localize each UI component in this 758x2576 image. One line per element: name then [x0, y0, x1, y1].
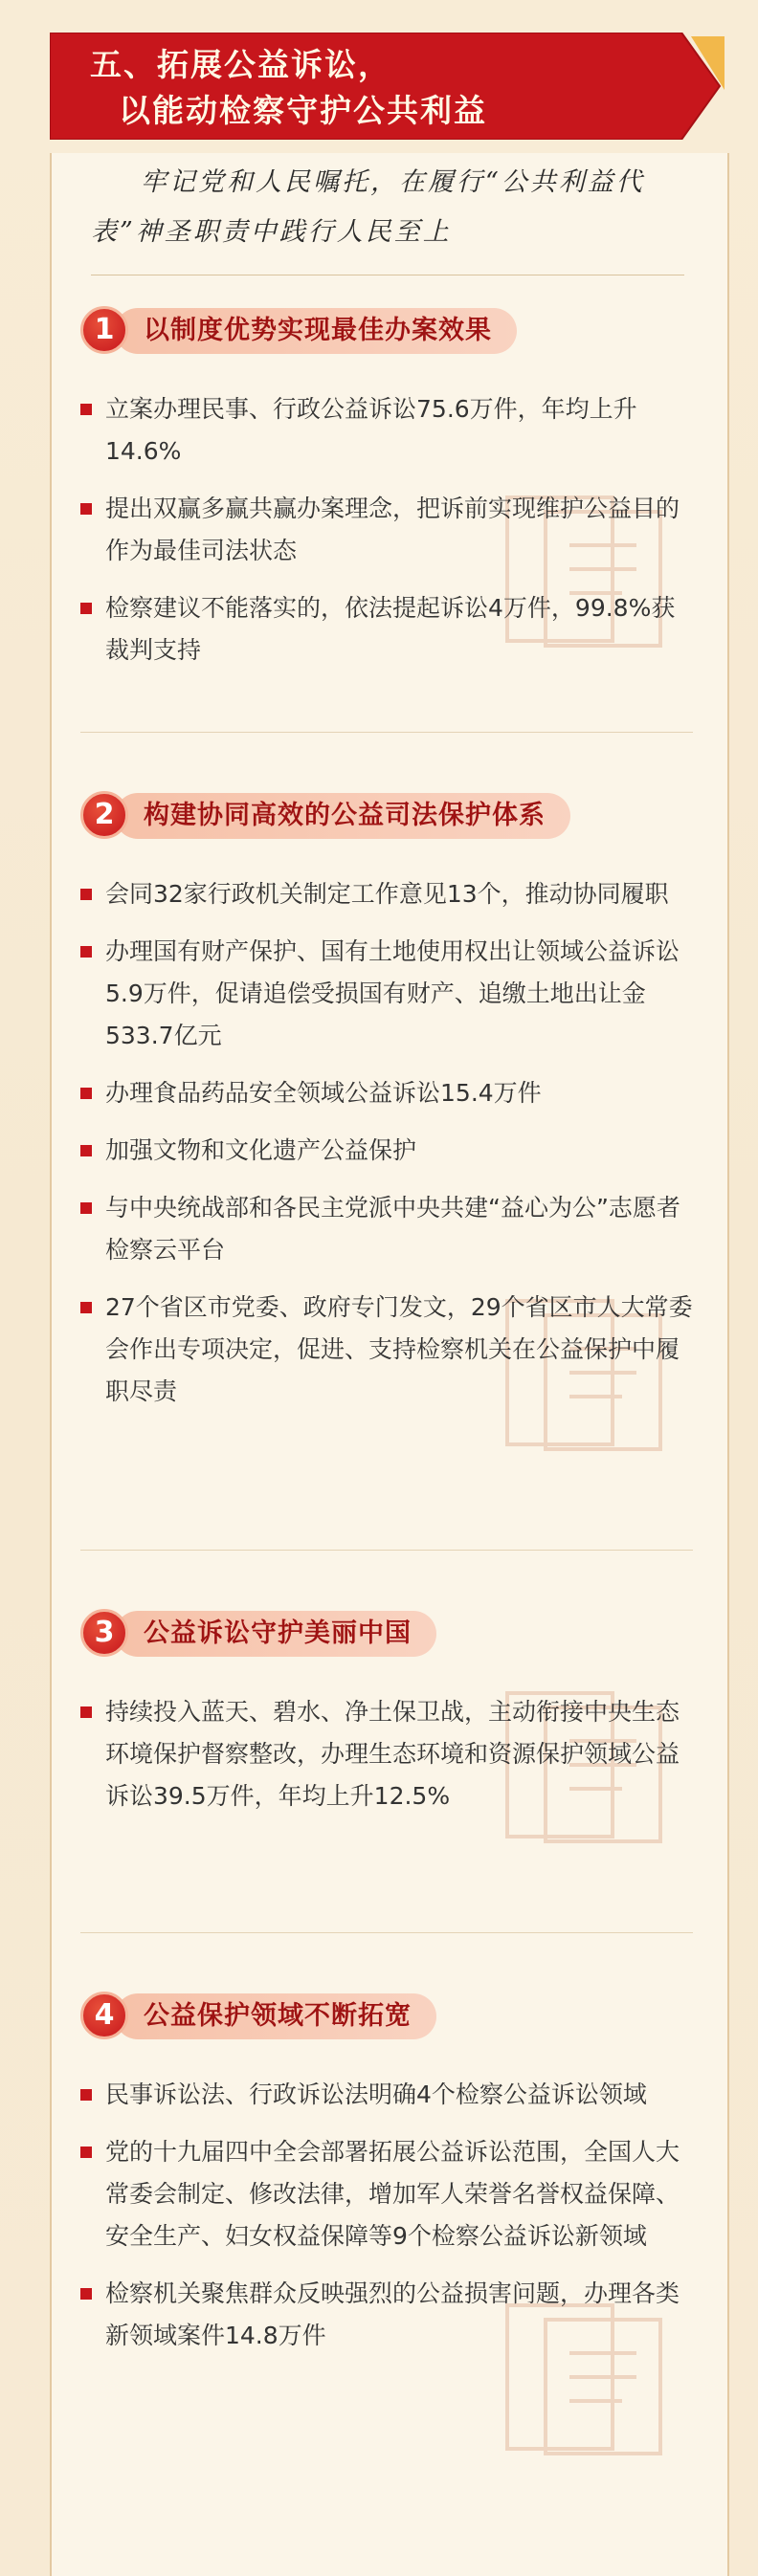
section-title: 以制度优势实现最佳办案效果 — [115, 308, 517, 354]
bullet-icon — [80, 1302, 92, 1313]
list-item — [80, 873, 693, 915]
list-item-text: 检察建议不能落实的，依法提起诉讼4万件，99.8%获裁判支持 — [105, 594, 676, 664]
list-item-text: 办理国有财产保护、国有土地使用权出让领域公益诉讼5.9万件，促请追偿受损国有财产、追缴土地出让金533.7亿元 — [105, 937, 680, 1049]
list-item — [80, 931, 693, 1057]
section-title: 公益诉讼守护美丽中国 — [115, 1611, 436, 1657]
section-header — [80, 789, 693, 845]
list-item-text: 党的十九届四中全会部署拓展公益诉讼范围，全国人大常委会制定、修改法律，增加军人荣誉名誉权益保障、安全生产、妇女权益保障等9个检察公益诉讼新领域 — [105, 2138, 680, 2250]
section-title: 构建协同高效的公益司法保护体系 — [115, 793, 570, 839]
list-item-text: 检察机关聚焦群众反映强烈的公益损害问题，办理各类新领域案件14.8万件 — [105, 2279, 680, 2349]
list-item — [80, 388, 693, 473]
section-divider — [80, 732, 693, 733]
bullet-icon — [80, 2147, 92, 2158]
list-item — [80, 1287, 693, 1413]
frame-left-border — [50, 153, 52, 2576]
bullet-icon — [80, 2288, 92, 2300]
list-item — [80, 587, 693, 672]
section-divider — [80, 1932, 693, 1933]
section-title: 公益保护领域不断拓宽 — [115, 1993, 436, 2039]
section-items — [80, 1691, 693, 1817]
bullet-icon — [80, 1145, 92, 1156]
bullet-icon — [80, 946, 92, 958]
list-item — [80, 2131, 693, 2257]
section-4 — [80, 1990, 693, 2372]
bullet-icon — [80, 889, 92, 900]
list-item — [80, 488, 693, 572]
section-1 — [80, 304, 693, 687]
section-items — [80, 388, 693, 672]
section-number-badge: 4 — [80, 1992, 128, 2039]
section-header — [80, 1607, 693, 1662]
list-item-text: 持续投入蓝天、碧水、净土保卫战，主动衔接中央生态环境保护督察整改，办理生态环境和资源保护领域公益诉讼39.5万件，年均上升12.5% — [105, 1698, 680, 1810]
list-item — [80, 2074, 693, 2116]
section-3 — [80, 1607, 693, 1833]
bullet-icon — [80, 1202, 92, 1214]
list-item-text: 提出双赢多赢共赢办案理念，把诉前实现维护公益目的作为最佳司法状态 — [105, 495, 680, 564]
bullet-icon — [80, 1706, 92, 1718]
bullet-icon — [80, 2089, 92, 2101]
list-item — [80, 2273, 693, 2357]
list-item-text: 办理食品药品安全领域公益诉讼15.4万件 — [105, 1079, 542, 1107]
section-divider — [80, 1550, 693, 1551]
list-item-text: 会同32家行政机关制定工作意见13个，推动协同履职 — [105, 880, 669, 908]
list-item — [80, 1187, 693, 1271]
section-number-badge: 3 — [80, 1609, 128, 1657]
list-item-text: 民事诉讼法、行政诉讼法明确4个检察公益诉讼领域 — [105, 2081, 647, 2108]
section-header — [80, 304, 693, 360]
bullet-icon — [80, 1088, 92, 1099]
list-item-text: 与中央统战部和各民主党派中央共建“益心为公”志愿者检察云平台 — [105, 1194, 680, 1264]
bullet-icon — [80, 503, 92, 515]
section-number-badge: 1 — [80, 306, 128, 354]
section-header — [80, 1990, 693, 2045]
list-item — [80, 1691, 693, 1817]
intro-text: 牢记党和人民嘱托，在履行“公共利益代表”神圣职责中践行人民至上 — [91, 167, 645, 247]
section-items — [80, 873, 693, 1413]
section-items — [80, 2074, 693, 2357]
frame-right-border — [727, 153, 729, 2576]
list-item-text: 加强文物和文化遗产公益保护 — [105, 1136, 417, 1164]
page-title-line2: 以能动检察守护公共利益 — [119, 92, 487, 129]
list-item-text: 27个省区市党委、政府专门发文，29个省区市人大常委会作出专项决定，促进、支持检察机关在公益保护中履职尽责 — [105, 1293, 693, 1405]
list-item-text: 立案办理民事、行政公益诉讼75.6万件，年均上升14.6% — [105, 395, 637, 465]
section-number-badge: 2 — [80, 791, 128, 839]
bullet-icon — [80, 404, 92, 415]
header-banner — [50, 33, 725, 140]
page-title-line1: 五、拓展公益诉讼， — [90, 46, 391, 83]
section-2 — [80, 789, 693, 1428]
bullet-icon — [80, 603, 92, 614]
list-item — [80, 1072, 693, 1114]
page-title — [90, 42, 686, 134]
list-item — [80, 1130, 693, 1172]
